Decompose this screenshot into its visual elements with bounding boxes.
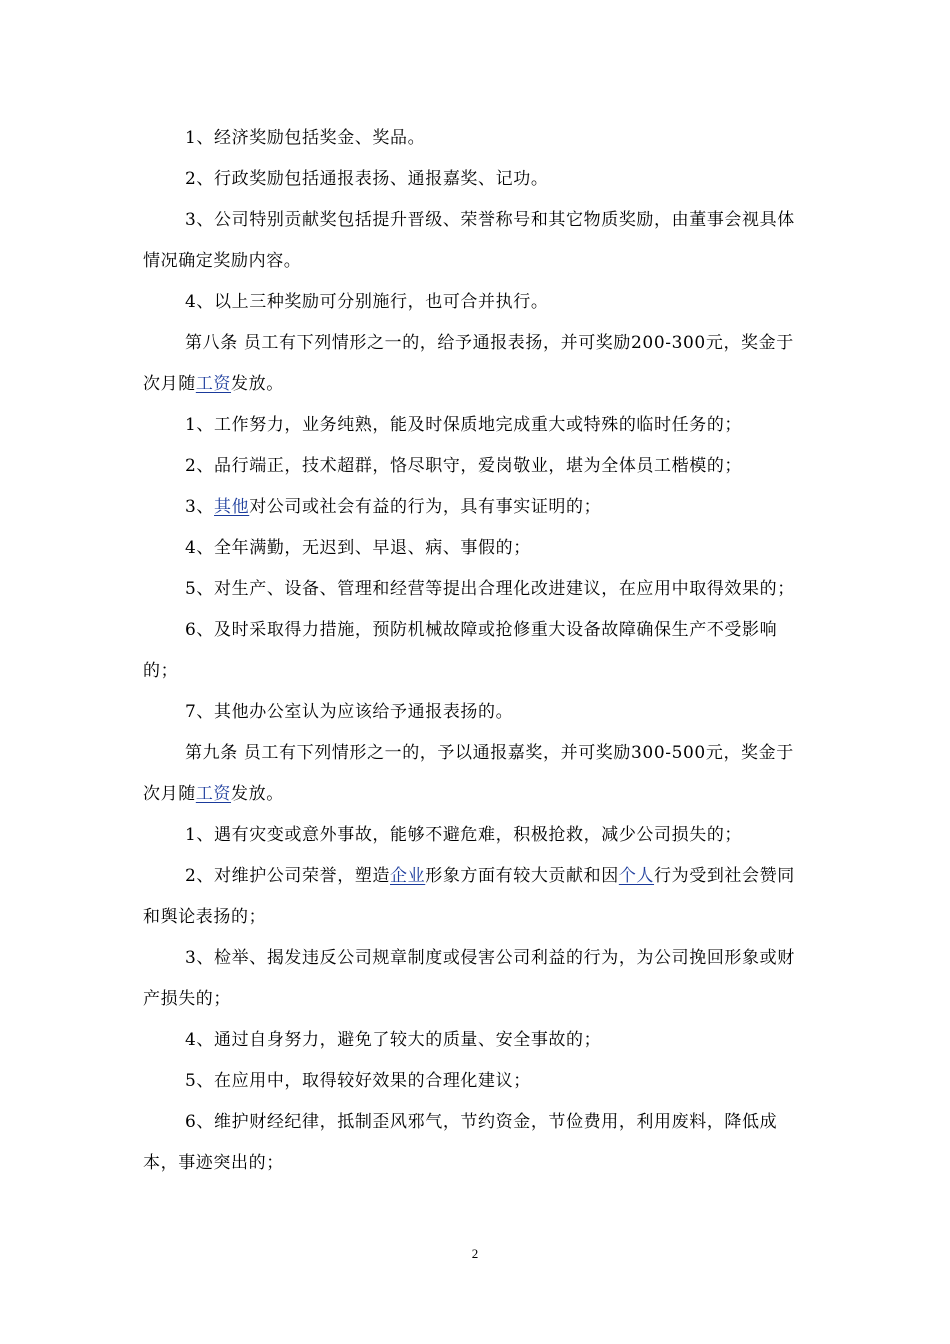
paragraph: [143, 118, 808, 159]
paragraph: [143, 1061, 808, 1102]
paragraph-text: 4、通过自身努力，避免了较大的质量、安全事故的；: [185, 1030, 602, 1050]
paragraph: [143, 692, 808, 733]
paragraph: [143, 528, 808, 569]
hyperlink[interactable]: 企业: [390, 866, 426, 886]
paragraph: [143, 446, 808, 487]
paragraph-text: 1、经济奖励包括奖金、奖品。: [185, 128, 426, 148]
paragraph-text: 发放。: [231, 784, 284, 804]
paragraph: [143, 733, 808, 815]
paragraph: [143, 856, 808, 938]
paragraph-text: 第八条 员工有下列情形之一的，给予通报表扬，并可奖励200-300元，奖金于次月随: [143, 333, 794, 394]
paragraph-text: 1、工作努力，业务纯熟，能及时保质地完成重大或特殊的临时任务的；: [185, 415, 743, 435]
paragraph-text: 2、品行端正，技术超群，恪尽职守，爱岗敬业，堪为全体员工楷模的；: [185, 456, 743, 476]
paragraph: [143, 1102, 808, 1184]
paragraph-text: 5、在应用中，取得较好效果的合理化建议；: [185, 1071, 531, 1091]
paragraph-text: 2、对维护公司荣誉，塑造: [185, 866, 391, 886]
paragraph-text: 3、检举、揭发违反公司规章制度或侵害公司利益的行为，为公司挽回形象或财产损失的；: [143, 948, 795, 1009]
paragraph-text: 2、行政奖励包括通报表扬、通报嘉奖、记功。: [185, 169, 549, 189]
paragraph-text: 第九条 员工有下列情形之一的，予以通报嘉奖，并可奖励300-500元，奖金于次月随: [143, 743, 794, 804]
paragraph-text: 3、: [185, 497, 215, 517]
paragraph-text: 4、以上三种奖励可分别施行，也可合并执行。: [185, 292, 549, 312]
paragraph-text: 对公司或社会有益的行为，具有事实证明的；: [249, 497, 602, 517]
document-body: [143, 118, 808, 1184]
paragraph-text: 发放。: [231, 374, 284, 394]
paragraph-text: 1、遇有灾变或意外事故，能够不避危难，积极抢救，减少公司损失的；: [185, 825, 743, 845]
paragraph-text: 4、全年满勤，无迟到、早退、病、事假的；: [185, 538, 531, 558]
page-number: 2: [471, 1246, 479, 1261]
paragraph: [143, 159, 808, 200]
hyperlink[interactable]: 工资: [195, 784, 232, 804]
paragraph: [143, 282, 808, 323]
paragraph-text: 3、公司特别贡献奖包括提升晋级、荣誉称号和其它物质奖励，由董事会视具体情况确定奖励内容。: [143, 210, 795, 271]
paragraph: [143, 1020, 808, 1061]
paragraph: [143, 200, 808, 282]
hyperlink[interactable]: 其他: [214, 497, 250, 517]
paragraph-text: 5、对生产、设备、管理和经营等提出合理化改进建议，在应用中取得效果的；: [185, 579, 795, 599]
paragraph-text: 7、其他办公室认为应该给予通报表扬的。: [185, 702, 514, 722]
paragraph-text: 行为受到社会赞同和舆论表扬的；: [143, 866, 795, 927]
paragraph-text: 6、维护财经纪律，抵制歪风邪气，节约资金，节俭费用，利用废料，降低成本，事迹突出的；: [143, 1112, 778, 1173]
paragraph: [143, 938, 808, 1020]
paragraph: [143, 815, 808, 856]
paragraph: [143, 610, 808, 692]
paragraph-text: 6、及时采取得力措施，预防机械故障或抢修重大设备故障确保生产不受影响的；: [143, 620, 778, 681]
hyperlink[interactable]: 个人: [618, 866, 655, 886]
paragraph: [143, 323, 808, 405]
hyperlink[interactable]: 工资: [195, 374, 232, 394]
paragraph: [143, 405, 808, 446]
paragraph: [143, 487, 808, 528]
paragraph-text: 形象方面有较大贡献和因: [425, 866, 619, 886]
paragraph: [143, 569, 808, 610]
